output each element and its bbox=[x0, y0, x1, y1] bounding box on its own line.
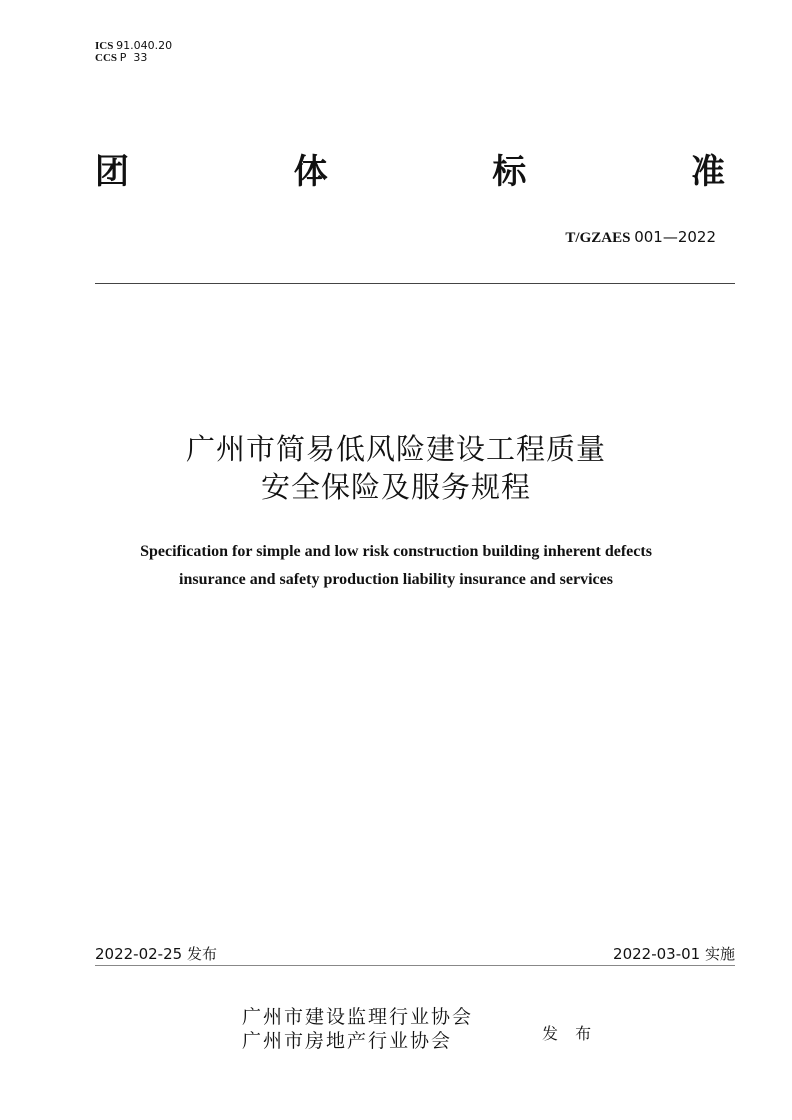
chinese-title bbox=[0, 430, 792, 506]
english-title-line: insurance and safety production liability insurance and services bbox=[179, 571, 613, 588]
ccs-label: CCS bbox=[95, 52, 118, 64]
issue-date: 2022-02-25 发布 bbox=[95, 945, 217, 963]
top-divider bbox=[95, 283, 735, 284]
standard-type-char: 标 bbox=[492, 152, 527, 192]
standard-type-char: 体 bbox=[293, 152, 328, 192]
publish-label: 发 布 bbox=[542, 1024, 598, 1043]
standard-number bbox=[565, 228, 716, 247]
ccs-value: P 33 bbox=[119, 51, 148, 64]
standard-type-heading bbox=[95, 152, 725, 192]
english-title-line: Specification for simple and low risk construction building inherent defects bbox=[140, 543, 652, 560]
publisher-name: 广州市建设监理行业协会 bbox=[242, 1006, 474, 1028]
publishers bbox=[242, 1005, 473, 1053]
ics-label: ICS bbox=[95, 40, 114, 52]
ccs-code bbox=[95, 52, 172, 64]
ics-value: 91.040.20 bbox=[116, 39, 173, 52]
implementation-date: 2022-03-01 实施 bbox=[613, 945, 735, 963]
classification-codes bbox=[95, 40, 172, 64]
standard-number-value: 001—2022 bbox=[634, 228, 716, 246]
publisher-name: 广州市房地产行业协会 bbox=[242, 1030, 453, 1052]
standard-number-prefix: T/GZAES bbox=[565, 230, 631, 246]
chinese-title-line: 广州市简易低风险建设工程质量 bbox=[185, 432, 606, 466]
standard-type-char: 准 bbox=[690, 152, 725, 192]
english-title bbox=[0, 538, 792, 594]
chinese-title-line: 安全保险及服务规程 bbox=[260, 470, 531, 504]
standard-type-char: 团 bbox=[95, 152, 129, 192]
bottom-divider bbox=[95, 965, 735, 966]
